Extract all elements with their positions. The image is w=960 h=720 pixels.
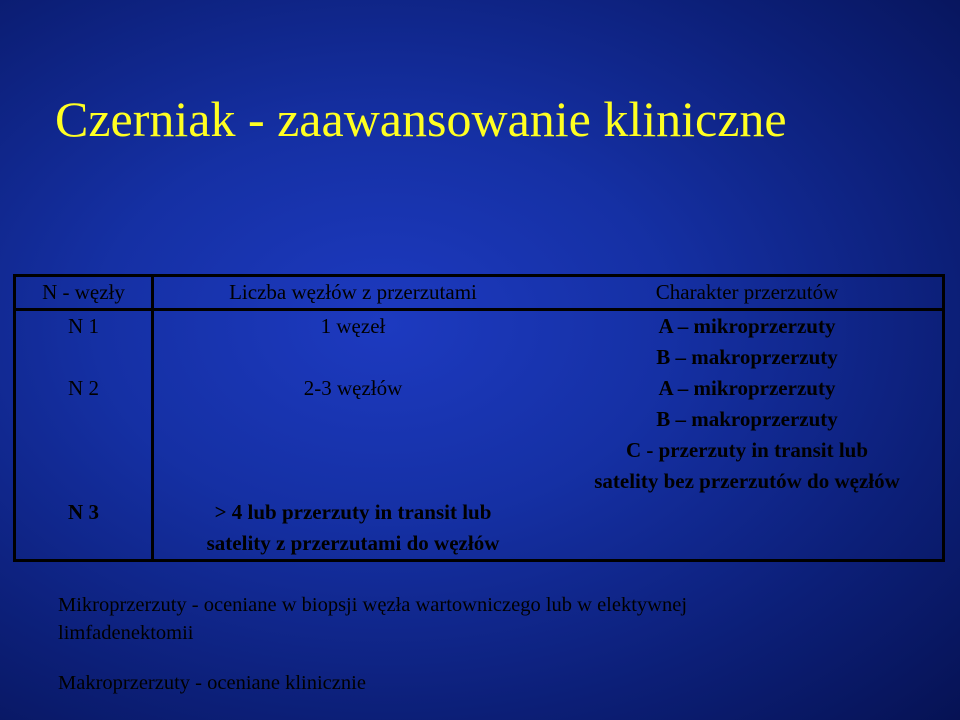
staging-table	[13, 274, 945, 562]
cell-line: A – mikroprzerzuty	[658, 376, 836, 400]
table-row	[15, 497, 944, 561]
cell-line: satelity z przerzutami do węzłów	[206, 531, 500, 555]
slide-title: Czerniak - zaawansowanie kliniczne	[55, 91, 787, 147]
macrometastasis-note: Makroprzerzuty - oceniane klinicznie	[58, 672, 366, 694]
table-header-row	[15, 276, 944, 310]
cell-node-count	[153, 310, 553, 374]
cell-character	[552, 497, 944, 561]
table-row	[15, 310, 944, 374]
cell-line: satelity bez przerzutów do węzłów	[594, 469, 900, 493]
header-metastasis-character: Charakter przerzutów	[552, 276, 944, 310]
cell-character	[552, 310, 944, 374]
cell-line: C - przerzuty in transit lub	[625, 438, 869, 462]
cell-line: 2-3 węzłów	[303, 376, 403, 400]
header-n-nodes: N - węzły	[15, 276, 153, 310]
table-row	[15, 373, 944, 497]
note-line: Mikroprzerzuty - oceniane w biopsji węzła wartowniczego lub w elektywnej	[58, 594, 688, 616]
cell-line: B – makroprzerzuty	[656, 407, 838, 431]
cell-stage: N 2	[15, 373, 153, 497]
cell-line: > 4 lub przerzuty in transit lub	[214, 500, 492, 524]
header-node-count: Liczba węzłów z przerzutami	[153, 276, 553, 310]
note-line: limfadenektomii	[58, 622, 194, 644]
cell-character	[552, 373, 944, 497]
cell-line: 1 węzeł	[320, 314, 386, 338]
micrometastasis-note	[58, 591, 687, 647]
cell-node-count	[153, 373, 553, 497]
cell-line: A – mikroprzerzuty	[658, 314, 836, 338]
cell-stage: N 1	[15, 310, 153, 374]
cell-node-count	[153, 497, 553, 561]
cell-line: B – makroprzerzuty	[656, 345, 838, 369]
cell-stage: N 3	[15, 497, 153, 561]
